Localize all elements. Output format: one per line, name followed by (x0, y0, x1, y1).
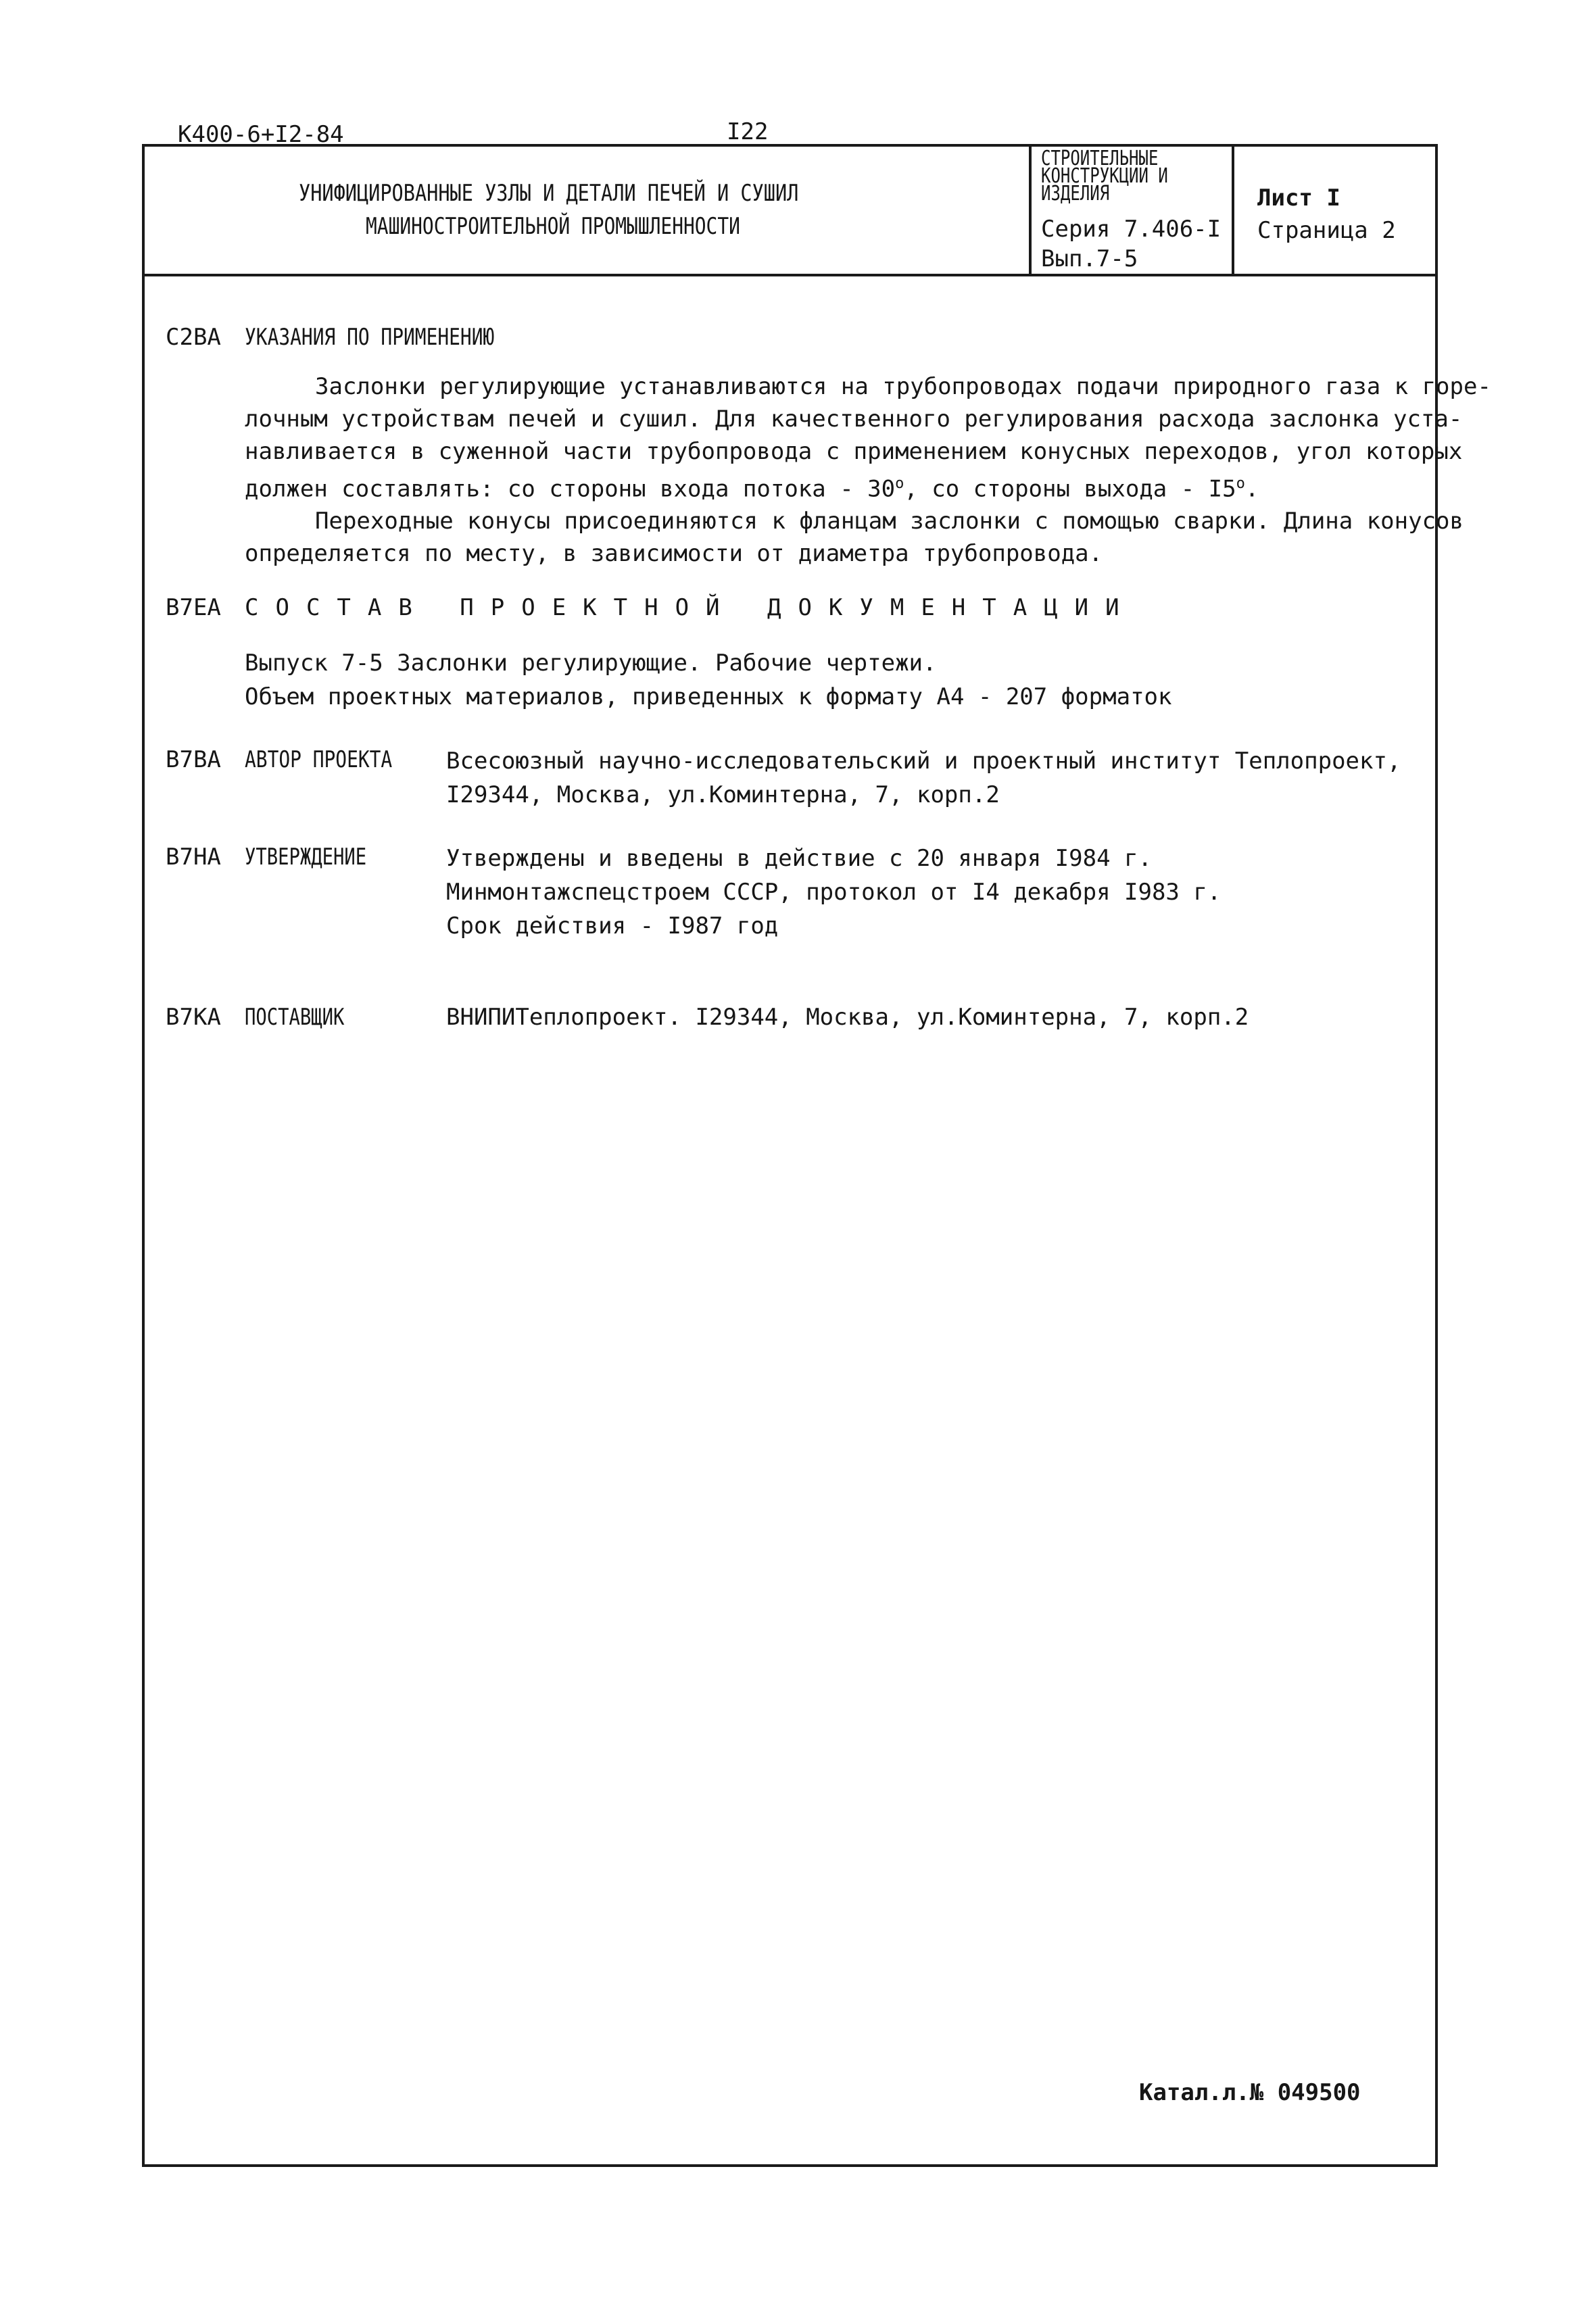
documentation-list (245, 646, 1171, 714)
category-line-1: СТРОИТЕЛЬНЫЕ (1041, 147, 1159, 170)
sheet-label: Лист I (1257, 185, 1340, 212)
document-code: К400-6+I2-84 (178, 121, 344, 148)
documentation-line-2: Объем проектных материалов, приведенных к формату А4 - 207 форматок (245, 683, 1172, 710)
section-code-b7ka: B7KA (166, 1004, 221, 1031)
section-code-b7ha: B7HA (166, 844, 221, 871)
section-title-c2ba: УКАЗАНИЯ ПО ПРИМЕНЕНИЮ (245, 324, 495, 351)
section-title-b7ea: СОСТАВ ПРОЕКТНОЙ ДОКУМЕНТАЦИИ (245, 594, 1136, 621)
category-line-2: КОНСТРУКЦИИ И (1041, 164, 1168, 188)
approval-info (446, 842, 1221, 943)
paragraph-1-line-1: Заслонки регулирующие устанавливаются на трубопроводах подачи природного газа к горе- (315, 373, 1491, 400)
paragraph-2-line-1: Переходные конусы присоединяются к фланцам заслонки с помощью сварки. Длина конусов (315, 508, 1464, 535)
category-line-3: ИЗДЕЛИЯ (1041, 182, 1110, 205)
degree-sign: o (895, 475, 904, 492)
page-label: Страница 2 (1257, 217, 1396, 244)
section-label-b7ka: ПОСТАВЩИК (245, 1004, 345, 1031)
section-label-b7ha: УТВЕРЖДЕНИЕ (245, 844, 367, 871)
title-block-separator-2 (1232, 144, 1234, 276)
author-line-1: Всесоюзный научно-исследовательский и проектный институт Теплопроект, (446, 748, 1401, 775)
paragraph-1-line-2: лочным устройствам печей и сушил. Для качественного регулирования расхода заслонка уста- (245, 406, 1463, 433)
supplier-info: ВНИПИТеплопроект. I29344, Москва, ул.Коминтерна, 7, корп.2 (446, 1004, 1249, 1031)
section-code-b7ba: B7BA (166, 746, 221, 773)
section-code-b7ea: B7EA (166, 594, 221, 621)
series-label: Серия 7.406-I (1041, 216, 1222, 243)
title-line-1: УНИФИЦИРОВАННЫЕ УЗЛЫ И ДЕТАЛИ ПЕЧЕЙ И СУШИЛ (299, 180, 799, 207)
title-line-2: МАШИНОСТРОИТЕЛЬНОЙ ПРОМЫШЛЕННОСТИ (366, 213, 740, 240)
approval-line-2: Минмонтажспецстроем СССР, протокол от I4 декабря I983 г. (446, 879, 1222, 906)
paragraph-1-line-3: навливается в суженной части трубопровода с применением конусных переходов, угол которых (245, 438, 1463, 465)
page-number: I22 (727, 118, 769, 145)
paragraph-1-line-4: должен составлять: со стороны входа потока - 30$^o$, со стороны выхода - I5$^o$. (245, 475, 1259, 503)
approval-line-1: Утверждены и введены в действие с 20 января I984 г. (446, 845, 1152, 872)
catalog-number: Катал.л.№ 049500 (1139, 2079, 1361, 2106)
section-label-b7ba: АВТОР ПРОЕКТА (245, 746, 393, 773)
category-block (1041, 147, 1200, 205)
approval-line-3: Срок действия - I987 год (446, 912, 779, 940)
title-block-divider (142, 274, 1438, 276)
documentation-line-1: Выпуск 7-5 Заслонки регулирующие. Рабочие чертежи. (245, 650, 937, 677)
section-code-c2ba: C2BA (166, 324, 221, 351)
issue-label: Вып.7-5 (1041, 245, 1138, 272)
author-line-2: I29344, Москва, ул.Коминтерна, 7, корп.2 (446, 781, 1000, 808)
degree-sign: o (1236, 475, 1245, 492)
title-block-separator-1 (1029, 144, 1032, 276)
paragraph-2-line-2: определяется по месту, в зависимости от диаметра трубопровода. (245, 540, 1103, 568)
project-author (446, 744, 1401, 812)
application-instructions (245, 370, 1491, 570)
